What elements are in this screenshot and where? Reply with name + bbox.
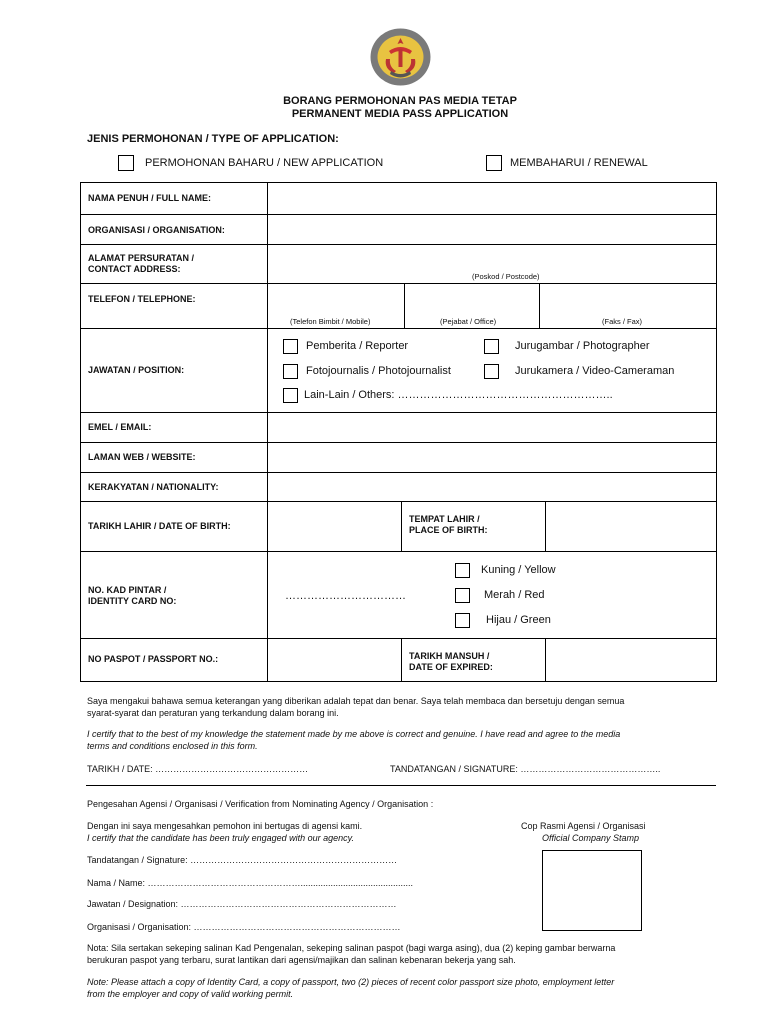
red-ic-option: Merah / Red [484,589,545,601]
declaration-date-field[interactable]: TARIKH / DATE: …………………………………………… [87,764,309,774]
reporter-option: Pemberita / Reporter [306,340,409,352]
declaration-english-line1: I certify that to the best of my knowledge the statement made by me above is correct and genuine. I have read and agree to the media [87,729,621,739]
form-title-malay: BORANG PERMOHONAN PAS MEDIA TETAP [283,95,517,107]
note-malay-line1: Nota: Sila sertakan sekeping salinan Kad Pengenalan, sekeping salinan paspot (bagi warga asing), dua (2) keping gambar berwarna [87,943,616,953]
agency-name-field[interactable]: Nama / Name: ……………………………………………............................................. [87,878,414,888]
verification-statement-english: I certify that the candidate has been truly engaged with our agency. [87,833,355,843]
photojournalist-option: Fotojournalis / Photojournalist [306,365,451,377]
identity-card-label-line1: NO. KAD PINTAR / [88,585,167,595]
organisation-label: ORGANISASI / ORGANISATION: [88,225,225,235]
row-divider [80,328,717,329]
nationality-label: KERAKYATAN / NATIONALITY: [88,482,219,492]
video-cameraman-option: Jurukamera / Video-Cameraman [515,365,675,377]
address-label-line1: ALAMAT PERSURATAN / [88,253,194,263]
identity-card-label-line2: IDENTITY CARD NO: [88,596,177,606]
organisation-field[interactable] [268,215,716,244]
telephone-label: TELEFON / TELEPHONE: [88,294,196,304]
official-stamp-box [542,850,642,931]
note-malay-line2: berukuran paspot yang terbaru, surat lantikan dari agensi/majikan dan salinan kebenaran bekerja yang sah. [87,955,516,965]
email-field[interactable] [268,413,716,442]
section-divider [86,785,716,786]
video-cameraman-checkbox[interactable] [484,364,499,379]
declaration-malay-line2: syarat-syarat dan peraturan yang terkandung dalam borang ini. [87,708,339,718]
place-of-birth-field[interactable] [546,502,716,551]
photographer-checkbox[interactable] [484,339,499,354]
new-application-label: PERMOHONAN BAHARU / NEW APPLICATION [145,157,384,169]
green-ic-option: Hijau / Green [486,614,551,626]
stamp-label-malay: Cop Rasmi Agensi / Organisasi [521,821,646,831]
new-application-checkbox[interactable] [118,155,134,171]
form-title-english: PERMANENT MEDIA PASS APPLICATION [291,108,509,120]
email-label: EMEL / EMAIL: [88,422,152,432]
nationality-field[interactable] [268,473,716,501]
agency-signature-field[interactable]: Tandatangan / Signature: …………………………………………………………… [87,855,398,865]
expiry-date-label-line2: DATE OF EXPIRED: [409,662,493,672]
renewal-checkbox[interactable] [486,155,502,171]
note-english-line1: Note: Please attach a copy of Identity Card, a copy of passport, two (2) pieces of recent color passport size photo, employment letter [87,977,615,987]
agency-organisation-field[interactable]: Organisasi / Organisation: …………………………………………………………… [87,922,401,932]
place-of-birth-label-line2: PLACE OF BIRTH: [409,525,488,535]
expiry-date-field[interactable] [546,639,716,682]
agency-designation-field[interactable]: Jawatan / Designation: ……………………………………………………………… [87,899,397,909]
postcode-sublabel: (Poskod / Postcode) [472,272,540,281]
passport-cell-divider [401,638,402,682]
website-field[interactable] [268,443,716,472]
office-sublabel: (Pejabat / Office) [440,317,497,326]
brunei-crest-icon [369,27,432,87]
row-divider [80,551,717,552]
declaration-malay-line1: Saya mengakui bahawa semua keterangan yang diberikan adalah tepat dan benar. Saya telah membaca dan bersetuju dengan semua [87,696,625,706]
passport-field[interactable] [268,639,401,682]
declaration-english-line2: terms and conditions enclosed in this form. [87,741,258,751]
stamp-label-english: Official Company Stamp [542,833,640,843]
full-name-label: NAMA PENUH / FULL NAME: [88,193,211,203]
passport-label: NO PASPOT / PASSPORT NO.: [88,654,219,664]
fax-sublabel: (Faks / Fax) [602,317,643,326]
verification-heading: Pengesahan Agensi / Organisasi / Verification from Nominating Agency / Organisation : [87,799,434,809]
mobile-sublabel: (Telefon Bimbit / Mobile) [290,317,371,326]
others-checkbox[interactable] [283,388,298,403]
renewal-label: MEMBAHARUI / RENEWAL [510,157,648,169]
website-label: LAMAN WEB / WEBSITE: [88,452,196,462]
place-of-birth-label-line1: TEMPAT LAHIR / [409,514,480,524]
photographer-option: Jurugambar / Photographer [515,340,650,352]
expiry-date-label-line1: TARIKH MANSUH / [409,651,490,661]
date-of-birth-field[interactable] [268,502,401,551]
full-name-field[interactable] [268,183,716,214]
others-option: Lain-Lain / Others: ………………………………………………….. [304,389,613,401]
verification-statement-malay: Dengan ini saya mengesahkan pemohon ini bertugas di agensi kami. [87,821,363,831]
yellow-ic-option: Kuning / Yellow [481,564,556,576]
declaration-signature-field[interactable]: TANDATANGAN / SIGNATURE: ……………………………………….. [390,764,661,774]
address-label-line2: CONTACT ADDRESS: [88,264,181,274]
birth-cell-divider [401,501,402,551]
identity-card-number-field[interactable]: …………………………… [285,590,406,602]
application-type-heading: JENIS PERMOHONAN / TYPE OF APPLICATION: [87,133,339,145]
note-english-line2: from the employer and copy of valid working permit. [87,989,294,999]
photojournalist-checkbox[interactable] [283,364,298,379]
date-of-birth-label: TARIKH LAHIR / DATE OF BIRTH: [88,521,231,531]
reporter-checkbox[interactable] [283,339,298,354]
green-ic-checkbox[interactable] [455,613,470,628]
red-ic-checkbox[interactable] [455,588,470,603]
position-label: JAWATAN / POSITION: [88,365,185,375]
yellow-ic-checkbox[interactable] [455,563,470,578]
